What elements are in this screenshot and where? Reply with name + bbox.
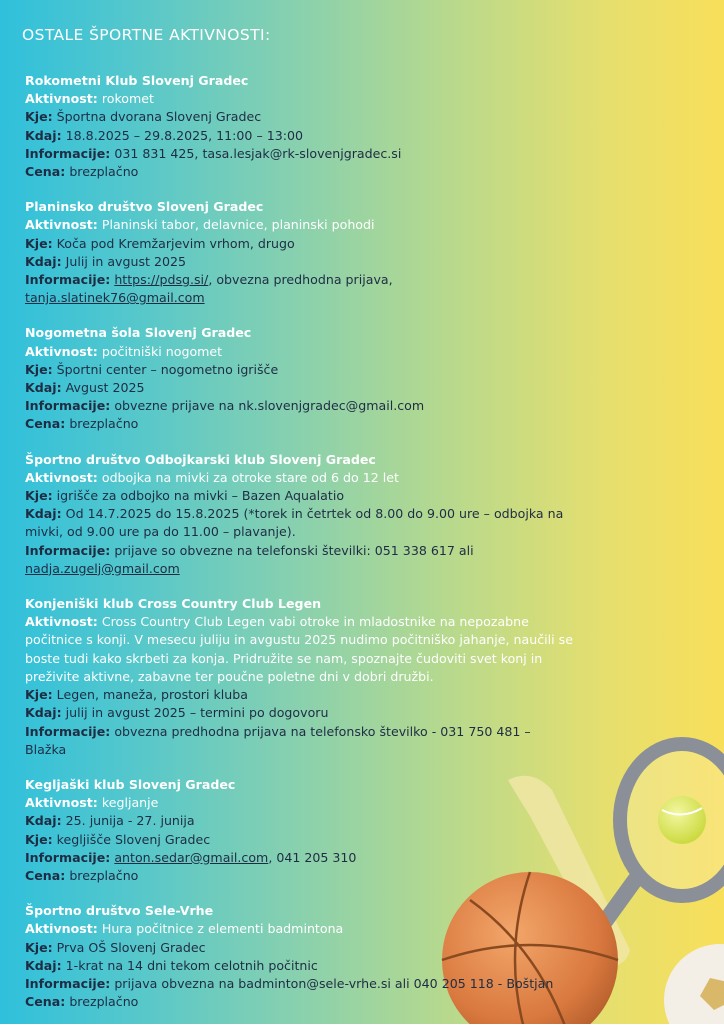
club-block-sele-vrhe	[25, 902, 585, 1011]
info-value: prijave so obvezne na telefonski številki: 051 338 617 ali	[114, 542, 474, 558]
label-informacije: Informacije:	[25, 723, 111, 739]
time-line	[25, 957, 585, 975]
label-informacije: Informacije:	[25, 975, 111, 991]
time-value: julij in avgust 2025 – termini po dogovoru	[65, 705, 329, 721]
activity-line	[25, 794, 585, 812]
club-block-kegljaski	[25, 776, 585, 885]
time-line	[25, 127, 585, 145]
club-name: Rokometni Klub Slovenj Gradec	[25, 73, 249, 88]
location-line	[25, 108, 585, 126]
club-name: Konjeniški klub Cross Country Club Legen	[25, 596, 322, 612]
activity-line	[25, 613, 585, 631]
label-kje: Kje:	[25, 939, 53, 955]
time-value-cont: mivki, od 9.00 ure pa do 11.00 – plavanje).	[25, 524, 296, 540]
location-line	[25, 939, 585, 957]
activity-value-cont: preživite aktivne, zabavne ter poučne poletne dni v dobri družbi.	[25, 668, 434, 684]
info-value: , obvezna predhodna prijava,	[208, 272, 393, 288]
location-value: Koča pod Kremžarjevim vrhom, drugo	[56, 235, 295, 251]
time-line	[25, 505, 585, 523]
location-value: Legen, maneža, prostori kluba	[56, 687, 248, 703]
time-value: Julij in avgust 2025	[65, 253, 187, 269]
activity-value-cont: boste tudi kako skrbeti za konja. Pridružite se nam, spoznajte čudoviti svet konj in	[25, 650, 543, 666]
activity-line	[25, 469, 585, 487]
club-name: Planinsko društvo Slovenj Gradec	[25, 199, 264, 215]
info-value: obvezne prijave na nk.slovenjgradec@gmail.com	[114, 398, 425, 414]
label-aktivnost: Aktivnost:	[25, 921, 98, 937]
label-kje: Kje:	[25, 361, 53, 377]
main-content	[22, 26, 585, 1028]
label-kje: Kje:	[25, 687, 53, 703]
activity-line-cont	[25, 668, 585, 686]
activity-value: kegljanje	[101, 795, 159, 811]
club-name: Športno društvo Sele-Vrhe	[25, 903, 214, 919]
activity-line-cont	[25, 650, 585, 668]
info-line-cont	[25, 560, 585, 578]
info-line	[25, 849, 585, 867]
location-value: Športna dvorana Slovenj Gradec	[56, 109, 262, 125]
time-line	[25, 253, 585, 271]
label-aktivnost: Aktivnost:	[25, 795, 98, 811]
time-value: 1-krat na 14 dni tekom celotnih počitnic	[65, 957, 318, 973]
page-title: OSTALE ŠPORTNE AKTIVNOSTI:	[22, 26, 271, 44]
activity-line	[25, 90, 585, 108]
info-line	[25, 723, 585, 741]
time-value: Avgust 2025	[65, 380, 145, 396]
label-kdaj: Kdaj:	[25, 957, 62, 973]
info-line	[25, 145, 585, 163]
activity-value: Planinski tabor, delavnice, planinski pohodi	[101, 217, 375, 233]
club-name: Športno društvo Odbojkarski klub Slovenj Gradec	[25, 451, 376, 467]
label-cena: Cena:	[25, 867, 66, 883]
label-cena: Cena:	[25, 994, 66, 1010]
time-value: 25. junija - 27. junija	[65, 813, 195, 829]
label-aktivnost: Aktivnost:	[25, 91, 98, 107]
label-kdaj: Kdaj:	[25, 705, 62, 721]
website-link[interactable]: https://pdsg.si/	[114, 272, 209, 288]
price-value: brezplačno	[69, 164, 139, 180]
club-block-planinsko	[25, 198, 585, 307]
label-aktivnost: Aktivnost:	[25, 614, 98, 630]
price-line	[25, 163, 585, 181]
location-line	[25, 235, 585, 253]
label-kdaj: Kdaj:	[25, 380, 62, 396]
activity-line	[25, 216, 585, 234]
info-line-cont	[25, 289, 585, 307]
email-link[interactable]: anton.sedar@gmail.com	[114, 849, 269, 865]
label-aktivnost: Aktivnost:	[25, 469, 98, 485]
label-kdaj: Kdaj:	[25, 506, 62, 522]
location-value: Prva OŠ Slovenj Gradec	[56, 939, 206, 955]
email-link[interactable]: tanja.slatinek76@gmail.com	[25, 290, 205, 306]
label-aktivnost: Aktivnost:	[25, 217, 98, 233]
label-kje: Kje:	[25, 488, 53, 504]
label-informacije: Informacije:	[25, 145, 111, 161]
location-value: Športni center – nogometno igrišče	[56, 361, 279, 377]
activity-line	[25, 343, 585, 361]
label-kdaj: Kdaj:	[25, 813, 62, 829]
label-kje: Kje:	[25, 831, 53, 847]
label-cena: Cena:	[25, 416, 66, 432]
label-kje: Kje:	[25, 109, 53, 125]
info-value: 031 831 425, tasa.lesjak@rk-slovenjgradec.si	[114, 145, 402, 161]
activity-value: Hura počitnice z elementi badmintona	[101, 921, 344, 937]
label-informacije: Informacije:	[25, 849, 111, 865]
tennis-ball-icon	[658, 796, 706, 844]
activity-line	[25, 920, 585, 938]
activity-value-cont: počitnice s konji. V mesecu juliju in avgustu 2025 nudimo počitniško jahanje, naučili se	[25, 632, 573, 648]
info-line	[25, 975, 585, 993]
email-link[interactable]: nadja.zugelj@gmail.com	[25, 560, 180, 576]
label-kdaj: Kdaj:	[25, 127, 62, 143]
club-block-rokometni	[25, 72, 585, 181]
location-line	[25, 361, 585, 379]
time-line	[25, 379, 585, 397]
info-line	[25, 271, 585, 289]
activity-value: Cross Country Club Legen vabi otroke in mladostnike na nepozabne	[101, 614, 529, 630]
info-line	[25, 542, 585, 560]
activity-line-cont	[25, 631, 585, 649]
time-line	[25, 704, 585, 722]
price-value: brezplačno	[69, 416, 139, 432]
price-value: brezplačno	[69, 994, 139, 1010]
label-informacije: Informacije:	[25, 398, 111, 414]
price-line	[25, 415, 585, 433]
label-informacije: Informacije:	[25, 542, 111, 558]
club-name: Kegljaški klub Slovenj Gradec	[25, 776, 236, 792]
info-value: obvezna predhodna prijava na telefonsko številko - 031 750 481 –	[114, 723, 531, 739]
label-aktivnost: Aktivnost:	[25, 343, 98, 359]
club-block-konjeniski	[25, 595, 585, 759]
label-informacije: Informacije:	[25, 272, 111, 288]
time-line-cont	[25, 523, 585, 541]
activity-value: rokomet	[101, 91, 154, 107]
label-kdaj: Kdaj:	[25, 253, 62, 269]
activity-value: počitniški nogomet	[101, 343, 223, 359]
location-value: kegljišče Slovenj Gradec	[56, 831, 211, 847]
info-value: prijava obvezna na badminton@sele-vrhe.si ali 040 205 118 - Boštjan	[114, 975, 554, 991]
price-value: brezplačno	[69, 867, 139, 883]
price-line	[25, 867, 585, 885]
price-line	[25, 993, 585, 1011]
info-value: , 041 205 310	[268, 849, 357, 865]
info-line	[25, 397, 585, 415]
label-kje: Kje:	[25, 235, 53, 251]
club-block-nogometna	[25, 324, 585, 433]
info-value-cont: Blažka	[25, 741, 67, 757]
activity-value: odbojka na mivki za otroke stare od 6 do 12 let	[101, 469, 399, 485]
time-line	[25, 812, 585, 830]
club-name: Nogometna šola Slovenj Gradec	[25, 325, 252, 341]
soccer-ball-icon	[664, 944, 724, 1024]
time-value: 18.8.2025 – 29.8.2025, 11:00 – 13:00	[65, 127, 304, 143]
label-cena: Cena:	[25, 164, 66, 180]
club-block-odbojkarski	[25, 451, 585, 578]
location-line	[25, 831, 585, 849]
time-value: Od 14.7.2025 do 15.8.2025 (*torek in četrtek od 8.00 do 9.00 ure – odbojka na	[65, 506, 564, 522]
location-line	[25, 487, 585, 505]
location-line	[25, 686, 585, 704]
info-line-cont	[25, 741, 585, 759]
location-value: igrišče za odbojko na mivki – Bazen Aqualatio	[56, 488, 345, 504]
